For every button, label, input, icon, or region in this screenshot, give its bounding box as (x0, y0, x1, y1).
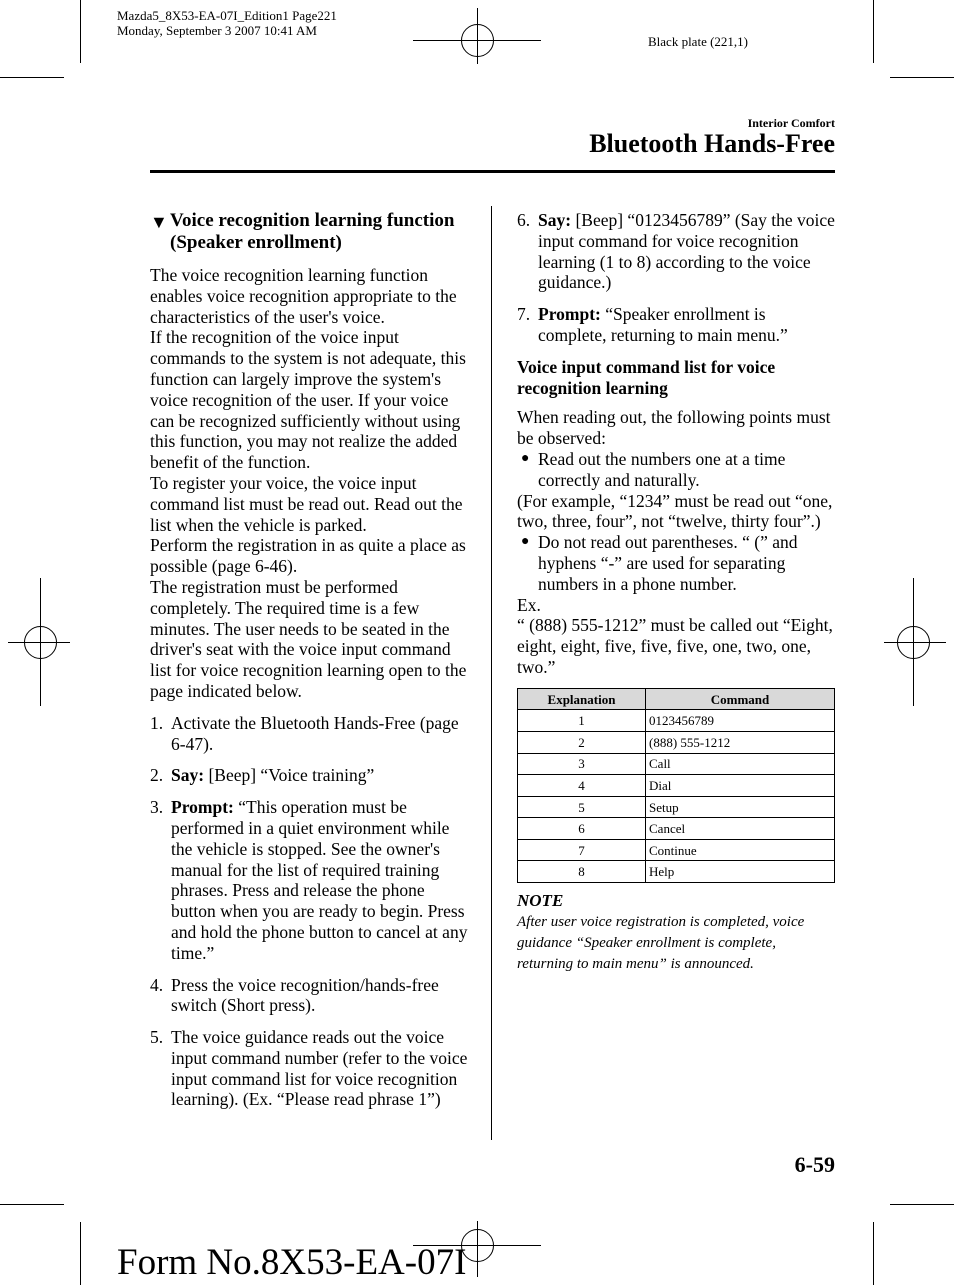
steps-list (150, 713, 472, 1111)
table-row (518, 775, 835, 797)
table-header-row (518, 688, 835, 710)
table-cell: 0123456789 (646, 710, 835, 732)
intro-paragraph: The voice recognition learning function enables voice recognition appropriate to the characteristics of the user's voice. (150, 265, 457, 327)
step-text: “This operation must be performed in a quiet environment while the vehicle is stopped. See the owner's manual for the list of required training phrases. Press and release the phone button when you are ready to begin. Press and hold the phone button to cancel at any time.” (171, 797, 468, 963)
title-rule (150, 170, 835, 173)
step-text: “Speaker enrollment is complete, returning to main menu.” (538, 304, 788, 345)
intro-paragraph: If the recognition of the voice input commands to the system is not adequate, this function can largely improve the system's voice recognition of the user. If your voice can be recognized sufficiently without using this function, you may not realize the added benefit of the function. (150, 327, 466, 473)
step-label: Prompt: (538, 304, 601, 325)
section-category: Interior Comfort (747, 116, 835, 130)
table-cell: Cancel (646, 818, 835, 840)
step-item (517, 210, 835, 293)
print-header-line2: Monday, September 3 2007 10:41 AM (117, 23, 317, 38)
step-item (517, 304, 835, 346)
step-text: The voice guidance reads out the voice input command number (refer to the voice input command list for voice recognition learning). (Ex. “Please read phrase 1”) (171, 1027, 468, 1110)
triangle-marker-icon: ▼ (150, 212, 168, 232)
step-number: 6. (517, 210, 531, 230)
step-text: Activate the Bluetooth Hands-Free (page 6-47). (171, 712, 459, 754)
note-title: NOTE (517, 891, 564, 911)
left-column (150, 210, 472, 1121)
bullet-text: Do not read out parentheses. “ (” and hyphens “-” are used for separating numbers in a phone number. (538, 532, 798, 594)
step-label: Say: (171, 765, 205, 786)
table-cell: Call (646, 753, 835, 775)
intro-paragraphs (150, 265, 472, 702)
step-item (150, 765, 472, 786)
table-cell: Setup (646, 796, 835, 818)
ex-label: Ex. (517, 594, 541, 615)
table-cell: 3 (518, 753, 646, 775)
table-row (518, 839, 835, 861)
table-cell: 2 (518, 731, 646, 753)
table-cell: Help (646, 861, 835, 883)
intro-paragraph: Perform the registration in as quite a place as possible (page 6-46). (150, 535, 466, 577)
table-cell: Continue (646, 839, 835, 861)
bullet-item (517, 449, 835, 491)
example-text: (For example, “1234” must be read out “one, two, three, four”, not “twelve, thirty four”.) (517, 490, 833, 532)
steps-list-continued (517, 210, 835, 346)
table-cell: 1 (518, 710, 646, 732)
section-heading-text: Voice recognition learning function (Speaker enrollment) (170, 210, 455, 253)
plate-label: Black plate (221,1) (648, 34, 748, 49)
intro-paragraph: The registration must be performed completely. The required time is a few minutes. The user needs to be seated in the driver's seat with the voice input command list for voice recognition learning open to the page indicated below. (150, 576, 467, 701)
step-item (150, 975, 472, 1017)
page-title: Bluetooth Hands-Free (589, 129, 835, 158)
right-column (517, 210, 835, 975)
table-cell: 7 (518, 839, 646, 861)
step-number: 5. (150, 1027, 164, 1048)
note-text: After user voice registration is completed, voice guidance “Speaker enrollment is complete, returning to main menu” is announced. (517, 913, 805, 972)
print-header (117, 8, 337, 38)
table-cell: 8 (518, 861, 646, 883)
step-text: [Beep] “Voice training” (204, 765, 375, 786)
table-row (518, 796, 835, 818)
table-row (518, 861, 835, 883)
form-number: Form No.8X53-EA-07I (117, 1242, 467, 1283)
table-row (518, 753, 835, 775)
bullet-item (517, 532, 835, 594)
step-number: 1. (150, 712, 164, 733)
print-header-line1: Mazda5_8X53-EA-07I_Edition1 Page221 (117, 8, 337, 23)
intro-paragraph: To register your voice, the voice input command list must be read out. Read out the list when the vehicle is parked. (150, 472, 463, 535)
step-text: [Beep] “0123456789” (Say the voice input command for voice recognition learning (1 to 8) according to the voice guidance.) (538, 210, 835, 293)
table-row (518, 818, 835, 840)
step-item (150, 713, 472, 755)
step-number: 4. (150, 974, 164, 995)
bullet-text: Read out the numbers one at a time correctly and naturally. (538, 448, 786, 490)
section-heading (150, 210, 472, 254)
step-item (150, 797, 472, 963)
step-number: 2. (150, 765, 164, 786)
step-number: 7. (517, 304, 531, 325)
lead-text: When reading out, the following points must be observed: (517, 407, 831, 449)
table-cell: 4 (518, 775, 646, 797)
bullet-dot-icon: ● (521, 534, 530, 550)
bullet-dot-icon: ● (521, 450, 530, 466)
command-list-heading: Voice input command list for voice recognition learning (517, 356, 776, 398)
table-header-explanation: Explanation (518, 688, 646, 710)
step-label: Say: (538, 210, 572, 230)
table-row (518, 710, 835, 732)
table-cell: 6 (518, 818, 646, 840)
column-divider (491, 206, 492, 1140)
page-number: 6-59 (794, 1152, 835, 1177)
table-cell: Dial (646, 775, 835, 797)
step-item (150, 1027, 472, 1110)
step-number: 3. (150, 797, 164, 818)
table-cell: (888) 555-1212 (646, 731, 835, 753)
command-table (517, 688, 835, 883)
step-label: Prompt: (171, 797, 234, 818)
table-row (518, 731, 835, 753)
table-header-command: Command (646, 688, 835, 710)
example-text: “ (888) 555-1212” must be called out “Eight, eight, eight, five, five, five, one, two, one, two.” (517, 615, 833, 677)
table-cell: 5 (518, 796, 646, 818)
step-text: Press the voice recognition/hands-free switch (Short press). (171, 974, 439, 1016)
